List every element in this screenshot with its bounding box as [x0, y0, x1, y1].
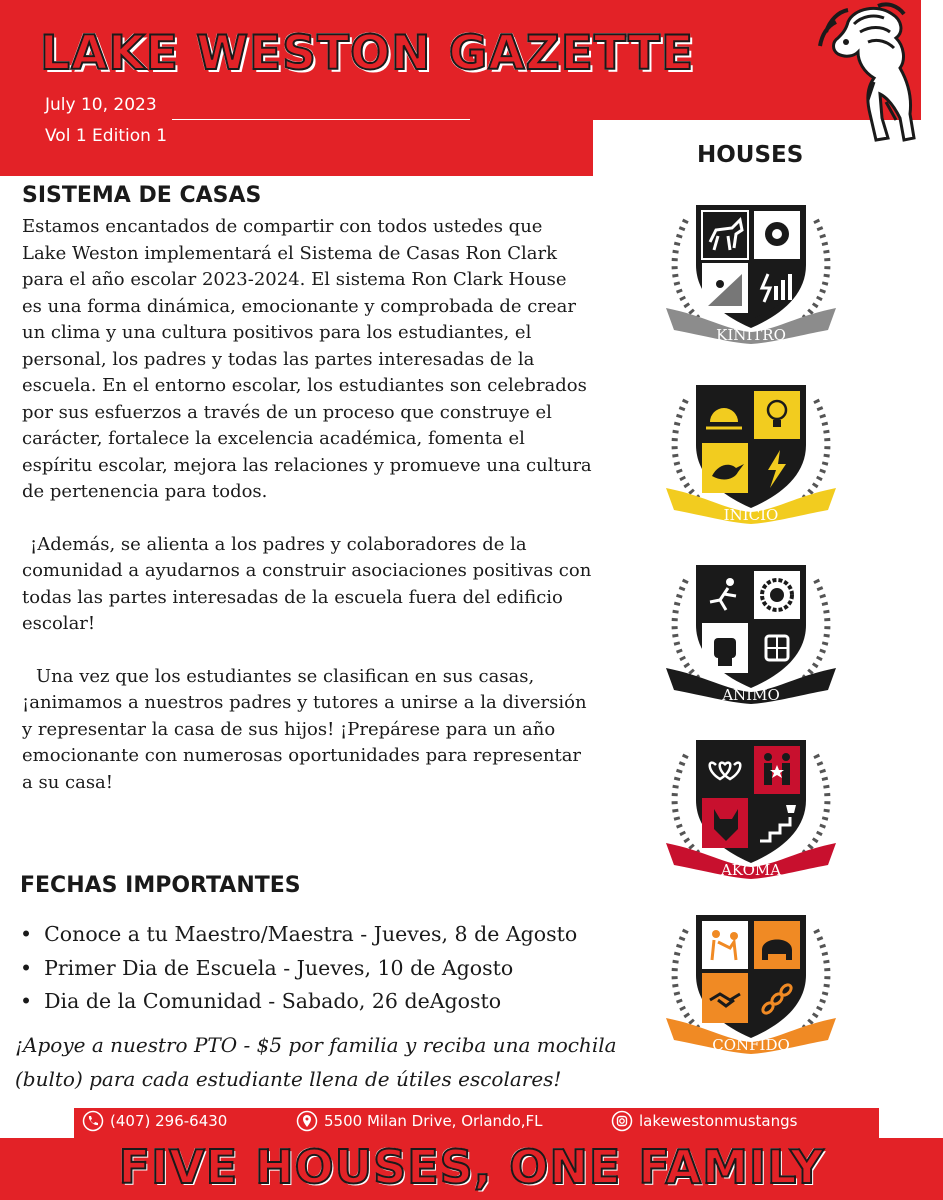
phone-contact[interactable] — [82, 1110, 227, 1132]
pto-note: ¡Apoye a nuestro PTO - $5 por familia y reciba una mochila (bulto) para cada estudiante llena de útiles escolares! — [15, 1033, 617, 1091]
confido-crest — [656, 900, 846, 1070]
akoma-crest — [656, 725, 846, 895]
phone-icon — [82, 1110, 104, 1132]
house-name-akoma: AKOMA — [720, 861, 782, 879]
inicio-crest — [656, 370, 846, 540]
house-name-inicio: INICIO — [723, 506, 779, 524]
paragraph-houses: Una vez que los estudiantes se clasifican en sus casas, ¡animamos a nuestros padres y tutores a unirse a la diversión y representar la casa de sus hijos! ¡Prepárese para un año emocionante con numerosas oportunidades para representar a su casa! — [22, 665, 587, 793]
address-text: 5500 Milan Drive, Orlando,FL — [324, 1112, 543, 1130]
instagram-handle: lakewestonmustangs — [639, 1112, 798, 1130]
gazette-title: LAKE WESTON GAZETTE — [40, 26, 695, 81]
list-item: • Conoce a tu Maestro/Maestra - Jueves, 8 de Agosto — [20, 918, 577, 952]
section-heading-sistema: SISTEMA DE CASAS — [22, 183, 262, 208]
house-name-confido: CONFIDO — [712, 1036, 790, 1054]
section-heading-fechas: FECHAS IMPORTANTES — [20, 873, 301, 898]
animo-crest — [656, 550, 846, 720]
head-gear-icon — [765, 222, 789, 246]
house-name-animo: ANIMO — [722, 686, 780, 704]
location-pin-icon — [296, 1110, 318, 1132]
issue-date: July 10, 2023 — [45, 95, 157, 115]
instagram-contact[interactable] — [611, 1110, 797, 1132]
paragraph-intro: Estamos encantados de compartir con todos ustedes que Lake Weston implementará el Sistema de Casas Ron Clark para el año escolar 2023-2024. El sistema Ron Clark House es una forma dinámica, emocionante y comprobada de crear un clima y una cultura positivos para los estudiantes, el personal, los padres y todas las partes interesadas de la escuela. En el entorno escolar, los estudiantes son celebrados por sus esfuerzos a través de un proceso que construye el carácter, fortalece la excelencia académica, fomenta el espíritu escolar, mejora las relaciones y promueve una cultura de pertenencia para todos. — [22, 216, 592, 502]
address-contact[interactable] — [296, 1110, 543, 1132]
important-dates-list — [20, 918, 577, 1019]
instagram-icon — [611, 1110, 633, 1132]
house-name-kinitro: KINITRO — [716, 326, 786, 344]
slogan: FIVE HOUSES, ONE FAMILY — [118, 1140, 825, 1194]
houses-heading: HOUSES — [697, 142, 804, 168]
date-underline — [172, 119, 470, 120]
mustang-mascot-logo — [808, 2, 920, 144]
issue-volume: Vol 1 Edition 1 — [45, 126, 168, 146]
list-item: • Primer Dia de Escuela - Jueves, 10 de Agosto — [20, 952, 577, 986]
paragraph-partners: ¡Además, se alienta a los padres y colaboradores de la comunidad a ayudarnos a construir asociaciones positivas con todas las partes interesadas de la escuela fuera del edificio escolar! — [22, 533, 592, 634]
list-item: • Dia de la Comunidad - Sabado, 26 deAgosto — [20, 985, 577, 1019]
phone-number: (407) 296-6430 — [110, 1112, 228, 1130]
article-body — [22, 214, 592, 822]
kinitro-crest — [656, 190, 846, 360]
